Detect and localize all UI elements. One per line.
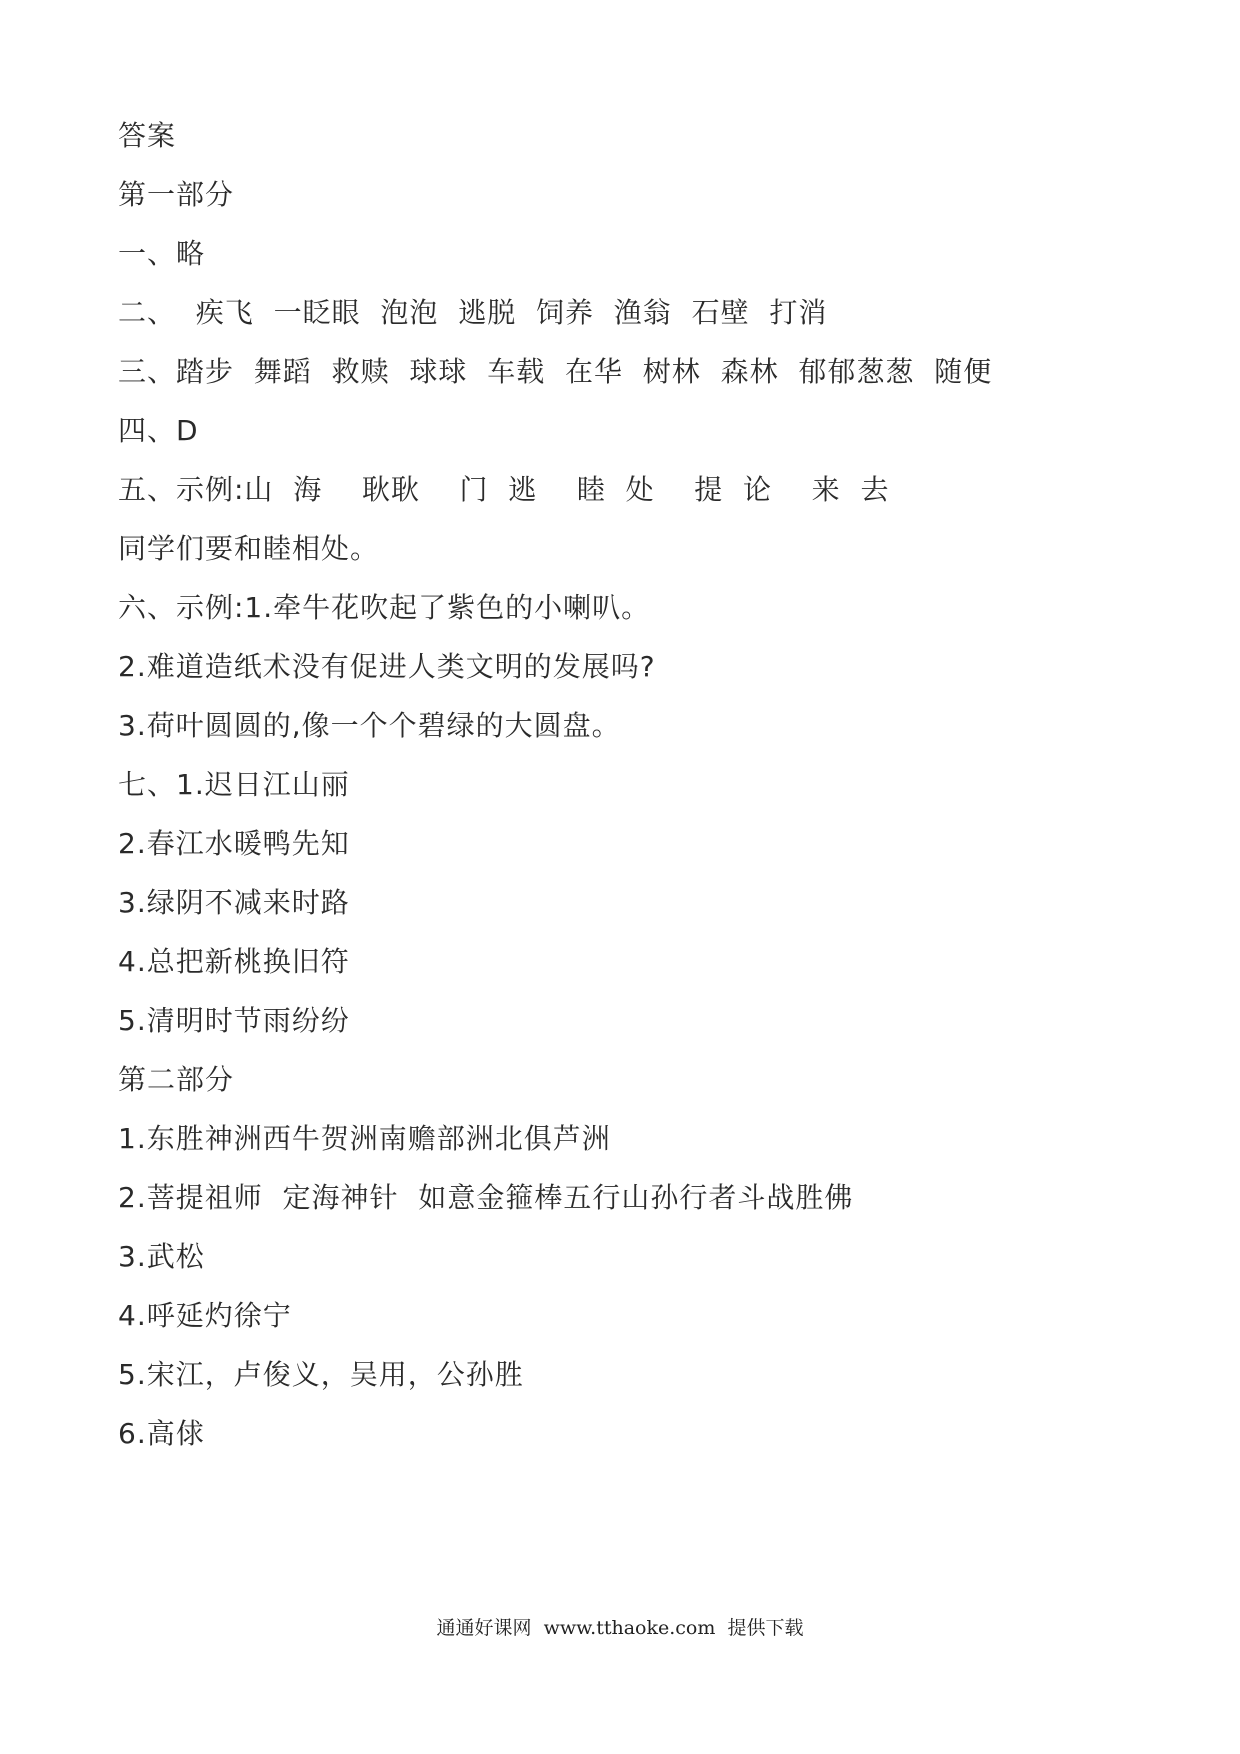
answer-line: 2.菩提祖师 定海神针 如意金箍棒五行山孙行者斗战胜佛 [118, 1181, 854, 1214]
answer-heading: 答案 [118, 119, 177, 152]
part-one-heading: 第一部分 [118, 178, 235, 211]
answer-line: 3.武松 [118, 1240, 205, 1273]
answer-line: 6.高俅 [118, 1417, 205, 1450]
page-footer: 通通好课网 www.tthaoke.com 提供下载 [436, 1617, 804, 1639]
answer-line: 三、踏步 舞蹈 救赎 球球 车载 在华 树林 森林 郁郁葱葱 随便 [118, 355, 993, 388]
answer-line: 2.春江水暖鸭先知 [118, 827, 350, 860]
answer-line: 一、略 [118, 237, 206, 270]
answer-line: 3.荷叶圆圆的,像一个个碧绿的大圆盘。 [118, 709, 621, 742]
answer-line: 5.清明时节雨纷纷 [118, 1004, 350, 1037]
answer-line: 六、示例:1.牵牛花吹起了紫色的小喇叭。 [118, 591, 651, 624]
answer-line: 四、D [118, 414, 199, 447]
part-two-heading: 第二部分 [118, 1063, 235, 1096]
answer-line: 七、1.迟日江山丽 [118, 768, 350, 801]
answer-line: 五、示例:山 海 耿耿 门 逃 睦 处 提 论 来 去 [118, 473, 890, 506]
answer-line: 5.宋江，卢俊义，吴用，公孙胜 [118, 1358, 524, 1391]
answer-line: 二、 疾飞 一眨眼 泡泡 逃脱 饲养 渔翁 石壁 打消 [118, 296, 828, 329]
answer-line: 3.绿阴不减来时路 [118, 886, 350, 919]
answer-line: 1.东胜神洲西牛贺洲南赡部洲北俱芦洲 [118, 1122, 611, 1155]
answer-line: 同学们要和睦相处。 [118, 532, 380, 565]
answer-line: 4.呼延灼徐宁 [118, 1299, 292, 1332]
answer-line: 4.总把新桃换旧符 [118, 945, 350, 978]
answer-line: 2.难道造纸术没有促进人类文明的发展吗? [118, 650, 656, 683]
